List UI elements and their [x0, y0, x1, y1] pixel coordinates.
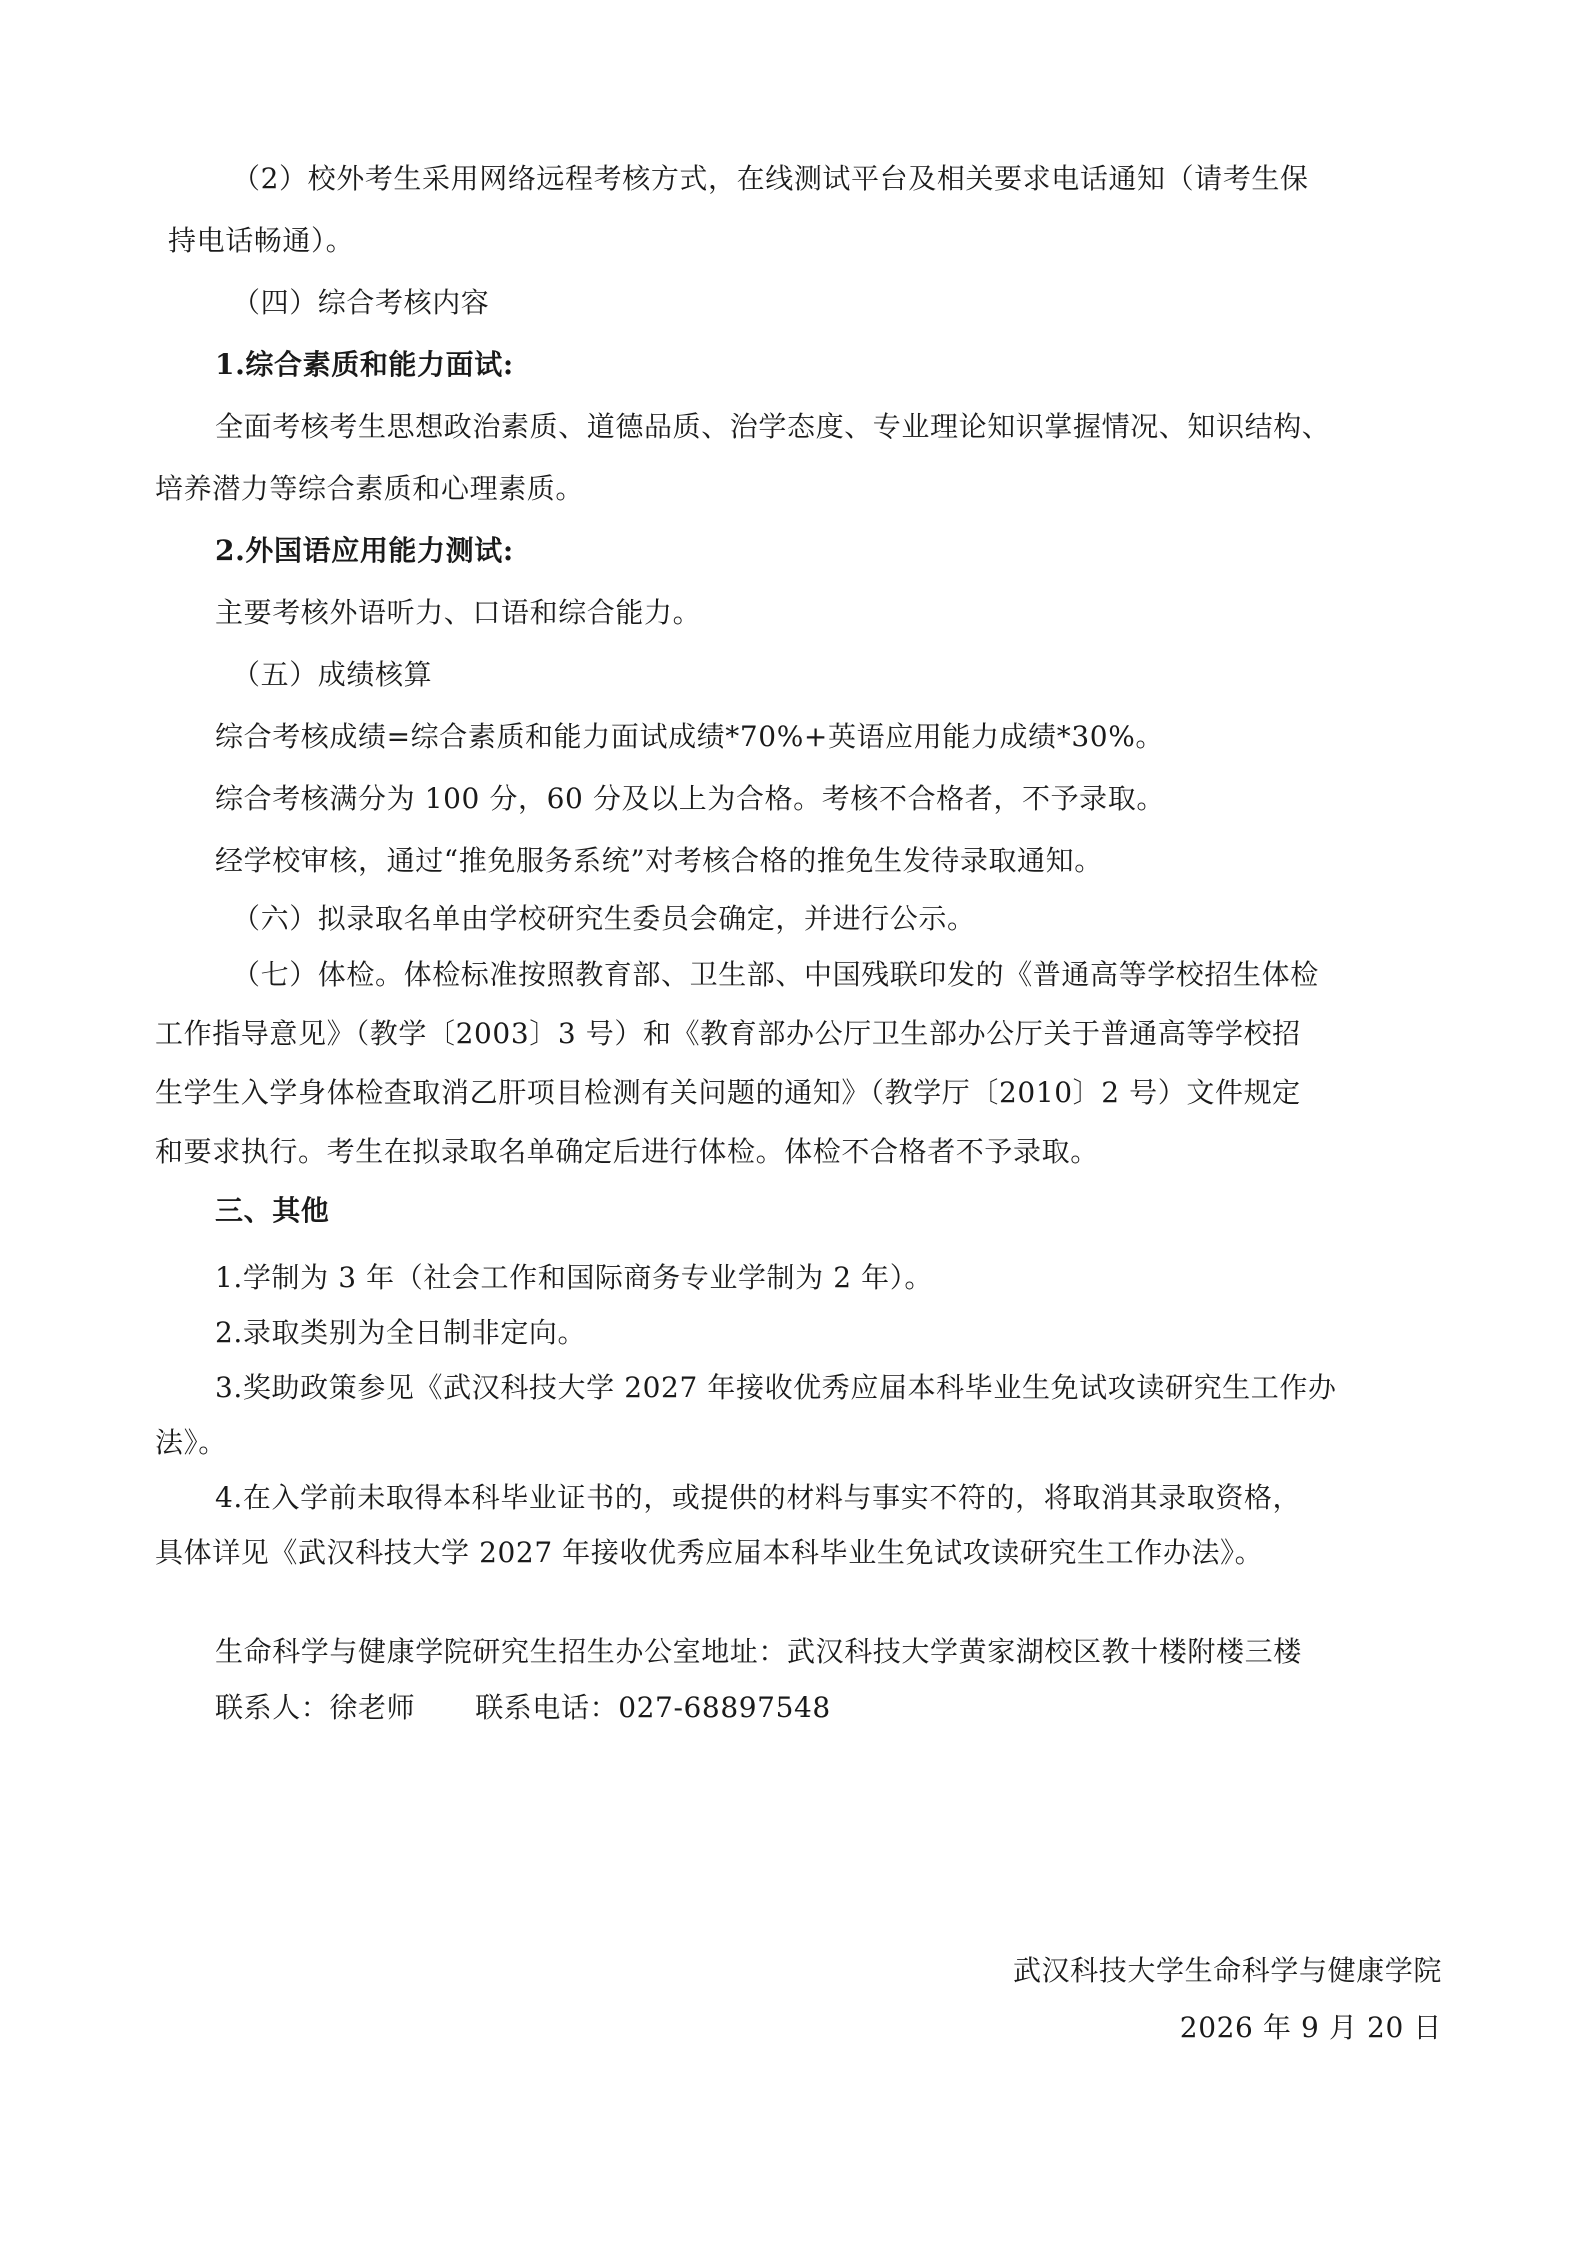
paragraph-line: 工作指导意见》（教学〔2003〕3 号）和《教育部办公厅卫生部办公厅关于普通高等学校招 [155, 1017, 1301, 1050]
paragraph-line: 和要求执行。考生在拟录取名单确定后进行体检。体检不合格者不予录取。 [155, 1135, 1099, 1168]
paragraph-line: 综合考核满分为 100 分，60 分及以上为合格。考核不合格者，不予录取。 [215, 782, 1165, 815]
paragraph-line: 主要考核外语听力、口语和综合能力。 [215, 596, 702, 629]
list-item: 3.奖助政策参见《武汉科技大学 2027 年接收优秀应届本科毕业生免试攻读研究生工作办 [215, 1371, 1337, 1404]
paragraph-line: 全面考核考生思想政治素质、道德品质、治学态度、专业理论知识掌握情况、知识结构、 [215, 410, 1331, 443]
list-item: 2.录取类别为全日制非定向。 [215, 1316, 587, 1349]
section-heading: （五）成绩核算 [232, 658, 433, 691]
list-item: 法》。 [155, 1426, 227, 1459]
signature-date: 2026 年 9 月 20 日 [1179, 2011, 1442, 2044]
contact-line [215, 1688, 831, 1728]
subsection-heading: 1.综合素质和能力面试: [215, 348, 514, 381]
signature-org: 武汉科技大学生命科学与健康学院 [1012, 1954, 1442, 1987]
subsection-heading: 2.外国语应用能力测试: [215, 534, 514, 567]
paragraph-line: （七）体检。体检标准按照教育部、卫生部、中国残联印发的《普通高等学校招生体检 [232, 958, 1319, 991]
list-item: 1.学制为 3 年（社会工作和国际商务专业学制为 2 年）。 [215, 1261, 933, 1294]
list-item: 具体详见《武汉科技大学 2027 年接收优秀应届本科毕业生免试攻读研究生工作办法》。 [155, 1536, 1264, 1569]
paragraph-line: （六）拟录取名单由学校研究生委员会确定，并进行公示。 [232, 902, 976, 935]
paragraph-line: 综合考核成绩=综合素质和能力面试成绩*70%+英语应用能力成绩*30%。 [215, 720, 1164, 753]
contact-person: 联系人：徐老师 [215, 1691, 416, 1724]
contact-phone: 联系电话：027-68897548 [475, 1691, 831, 1724]
list-item: 4.在入学前未取得本科毕业证书的，或提供的材料与事实不符的，将取消其录取资格， [215, 1481, 1302, 1514]
paragraph-line: 培养潜力等综合素质和心理素质。 [155, 472, 585, 505]
section-heading: 三、其他 [215, 1194, 330, 1227]
paragraph-line: 生学生入学身体检查取消乙肝项目检测有关问题的通知》（教学厅〔2010〕2 号）文件规定 [155, 1076, 1301, 1109]
section-heading: （四）综合考核内容 [232, 286, 490, 319]
office-address: 生命科学与健康学院研究生招生办公室地址：武汉科技大学黄家湖校区教十楼附楼三楼 [215, 1635, 1302, 1668]
paragraph-line: 持电话畅通）。 [168, 224, 355, 257]
paragraph-line: （2）校外考生采用网络远程考核方式，在线测试平台及相关要求电话通知（请考生保 [232, 162, 1309, 195]
paragraph-line: 经学校审核，通过“推免服务系统”对考核合格的推免生发待录取通知。 [215, 844, 1103, 877]
